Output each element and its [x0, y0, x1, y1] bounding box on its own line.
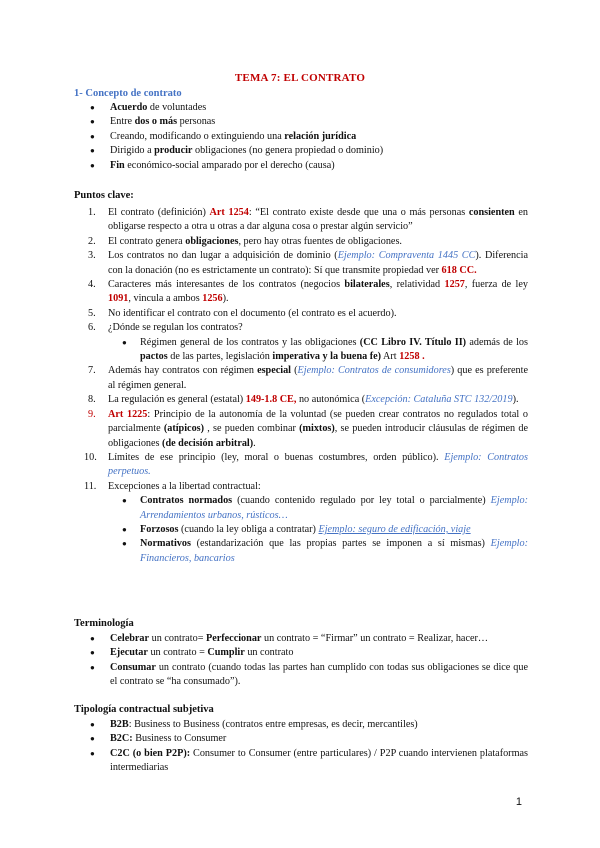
- list-item: ● Acuerdo de voluntades: [90, 101, 383, 115]
- section-heading-concepto: 1- Concepto de contrato: [74, 88, 182, 99]
- sublist-item: ● Normativos (estandarización que las propias partes se imponen a sí mismas) Ejemplo: Financieros, bancarios: [108, 537, 528, 566]
- list-item: ● Creando, modificando o extinguiendo una relación jurídica: [90, 130, 383, 144]
- terminologia-list: [90, 632, 528, 690]
- sublist-item: ● Contratos normados (cuando contenido regulado por ley total o parcialmente) Ejemplo: Arrendamientos urbanos, rústicos…: [108, 494, 528, 523]
- list-item: ● Celebrar un contrato= Perfeccionar un contrato = “Firmar” un contrato = Realizar, hacer…: [90, 632, 528, 646]
- section-heading-puntos: Puntos clave:: [74, 190, 134, 201]
- section-heading-tipologia: Tipología contractual subjetiva: [74, 704, 214, 715]
- sublist-item: ● Forzosos (cuando la ley obliga a contratar) Ejemplo: seguro de edificación, viaje: [108, 523, 528, 537]
- list-item: 1. El contrato (definición) Art 1254: “El contrato existe desde que una o más personas consienten en obligarse respecto a otra u otras a dar alguna cosa o prestar algún servicio”: [88, 207, 528, 233]
- list-item: 2. El contrato genera obligaciones, pero hay otras fuentes de obligaciones.: [88, 235, 402, 247]
- list-item: 10. Límites de ese principio (ley, moral o buenas costumbres, orden público). Ejemplo: Contratos perpetuos.: [84, 451, 528, 478]
- list-item: 7. Además hay contratos con régimen especial (Ejemplo: Contratos de consumidores) que es preferente al régimen general.: [88, 365, 528, 391]
- list-item: 4. Caracteres más interesantes de los contratos (negocios bilaterales, relatividad 1257, fuerza de ley 1091, vincula a ambos 1256).: [88, 279, 529, 305]
- list-item: 5. No identificar el contrato con el documento (el contrato es el acuerdo).: [88, 307, 397, 319]
- list-item: ● Consumar un contrato (cuando todas las partes han cumplido con todas sus obligaciones se dice que el contrato se “ha consumado”).: [90, 661, 528, 690]
- page-title: TEMA 7: EL CONTRATO: [234, 72, 366, 84]
- list-item: ● B2B: Business to Business (contratos entre empresas, es decir, mercantiles): [90, 718, 528, 732]
- tipologia-list: [90, 718, 528, 776]
- sublist: [108, 494, 528, 566]
- list-item: ● B2C: Business to Consumer: [90, 732, 528, 746]
- list-item: ● Fin económico-social amparado por el derecho (causa): [90, 159, 383, 173]
- section-heading-terminologia: Terminología: [74, 618, 134, 629]
- page-number: 1: [515, 796, 522, 808]
- list-item: 3. Los contratos no dan lugar a adquisición de dominio (Ejemplo: Compraventa 1445 CC). Diferencia con la donación (no es estrictamente un contrato): Sí que transmite propiedad ver 618 CC.: [88, 250, 528, 276]
- sublist-item: ● Régimen general de los contratos y las obligaciones (CC Libro IV. Título II) además de los pactos de las partes, legislación imperativa y la buena fe) Art 1258 .: [108, 336, 528, 365]
- list-item: ● Entre dos o más personas: [90, 115, 383, 129]
- list-item: 9. Art 1225: Principio de la autonomía de la voluntad (se pueden crear contratos no regulados total o parcialmente (atípicos) , se pueden combinar (mixtos), se pueden introducir cláusulas de régimen de obligaciones (de decisión arbitral).: [88, 408, 528, 449]
- sublist: [108, 336, 528, 365]
- list-item: ● Dirigido a producir obligaciones (no genera propiedad o dominio): [90, 144, 383, 158]
- puntos-list: [84, 206, 529, 566]
- list-item: 6. ¿Dónde se regulan los contratos? ● Régimen general de los contratos y las obligaciones (CC Libro IV. Título II) además de los pactos de las partes, legislación imperativa y la buena fe) Art 1258 .: [90, 321, 528, 364]
- list-item: 11. Excepciones a la libertad contractual: ● Contratos normados (cuando contenido regulado por ley total o parcialmente) Ejemplo: Arrendamientos urbanos, rústicos… ● Forzosos (cuando la ley obliga a contratar) Ejemplo: seguro de edificación, viaje ● Normativos (estandarización que las propias partes se imponen a sí mismas) Ejemplo: Financieros, bancarios: [90, 480, 528, 566]
- list-item: ● C2C (o bien P2P): Consumer to Consumer (entre particulares) / P2P cuando intervienen plataformas intermediarias: [90, 747, 528, 776]
- list-item: 8. La regulación es general (estatal) 149-1.8 CE, no autonómica (Excepción: Cataluña STC 132/2019).: [88, 394, 519, 406]
- list-item: ● Ejecutar un contrato = Cumplir un contrato: [90, 646, 528, 660]
- concepto-list: [90, 101, 383, 173]
